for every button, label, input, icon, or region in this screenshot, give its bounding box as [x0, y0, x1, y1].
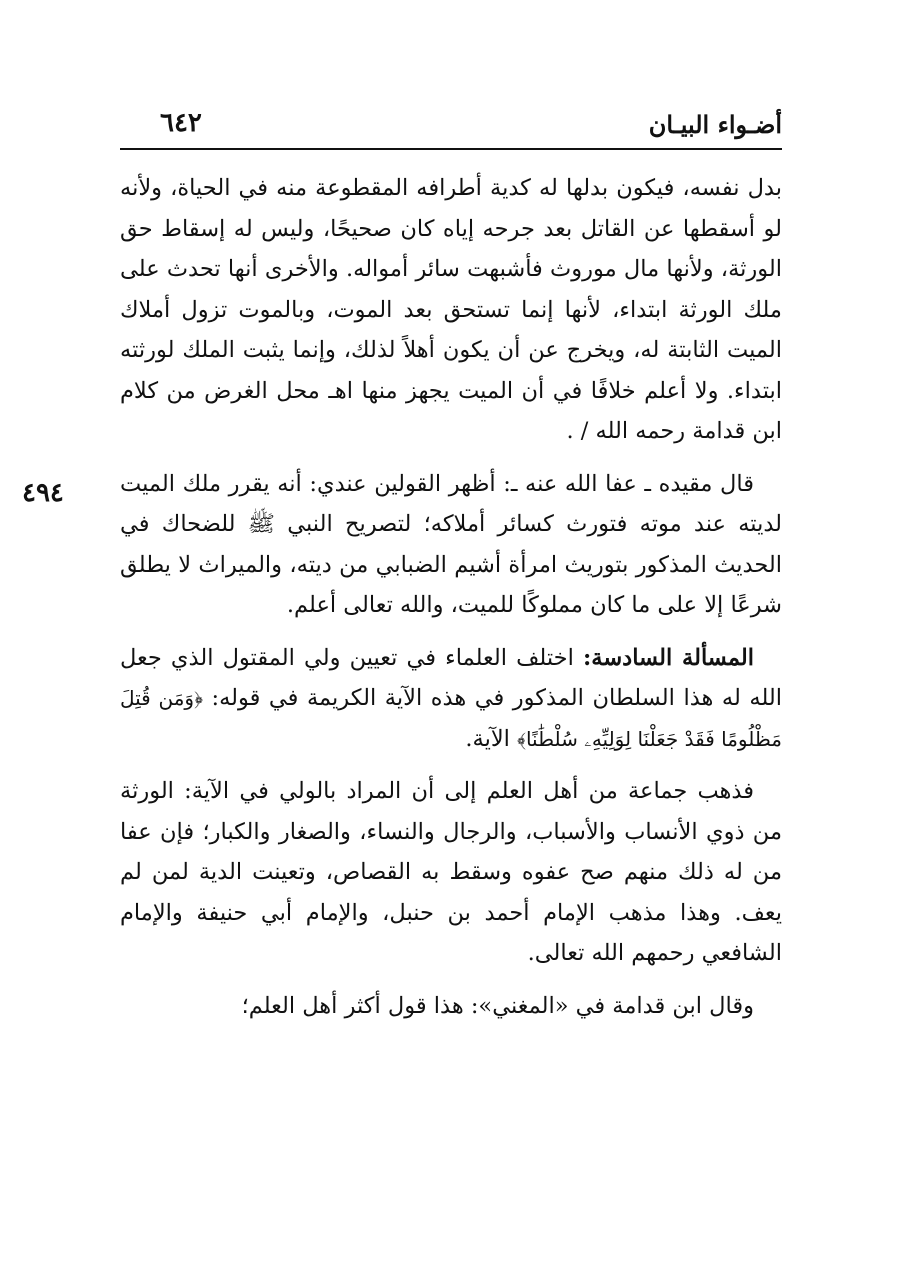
paragraph-3-tail: الآية.: [465, 725, 518, 752]
running-title: أضـواء البيـان: [648, 110, 782, 139]
page-header: [120, 104, 782, 148]
paragraph-3-text: اختلف العلماء في تعيين ولي المقتول الذي جعل الله له هذا السلطان المذكور في هذه الآية الكريمة في قوله:: [120, 644, 782, 711]
main-text: [120, 168, 782, 1026]
paragraph-2: قال مقيده ـ عفا الله عنه ـ: أظهر القولين عندي: أنه يقرر ملك الميت لديته عند موته فتورث كسائر أملاكه؛ لتصريح النبي ﷺ للضحاك في الحديث المذكور بتوريث امرأة أشيم الضبابي من ديته، والميراث لا يطلق شرعًا إلا على ما كان مملوكًا للميت، والله تعالى أعلم.: [120, 470, 782, 618]
margin-page-reference: ٤٩٤: [22, 478, 64, 508]
page-number: ٦٤٢: [160, 108, 202, 138]
paragraph-4: فذهب جماعة من أهل العلم إلى أن المراد بالولي في الآية: الورثة من ذوي الأنساب والأسباب، والرجال والنساء، والصغار والكبار؛ فإن عفا من له ذلك منهم صح عفوه وسقط به القصاص، وتعينت الدية لمن لم يعف. وهذا مذهب الإمام أحمد بن حنبل، والإمام أبي حنيفة والإمام الشافعي رحمهم الله تعالى.: [120, 778, 782, 966]
paragraph-1: بدل نفسه، فيكون بدلها له كدية أطرافه المقطوعة منه في الحياة، ولأنه لو أسقطها عن القاتل بعد جرحه إياه كان صحيحًا، وليس له إسقاط حق الورثة، ولأنها مال موروث فأشبهت سائر أمواله. والأخرى أنها تحدث على ملك الورثة ابتداء، لأنها إنما تستحق بعد الموت، وبالموت تزول أملاك الميت الثابتة له، ويخرج عن أن يكون أهلاً لذلك، وإنما يثبت الملك لورثته ابتداء. ولا أعلم خلافًا في أن الميت يجهز منها اهـ محل الغرض من كلام ابن قدامة رحمه الله / .: [120, 175, 782, 444]
issue-heading: المسألة السادسة:: [582, 644, 754, 671]
header-divider: [120, 148, 782, 150]
paragraph-3: [120, 638, 782, 760]
quran-verse: ﴿وَمَن قُتِلَ مَظْلُومًا فَقَدْ جَعَلْنَا لِوَلِيِّهِۦ سُلْطَٰنًا﴾: [120, 686, 782, 751]
paragraph-5: وقال ابن قدامة في «المغني»: هذا قول أكثر أهل العلم؛: [241, 992, 754, 1019]
